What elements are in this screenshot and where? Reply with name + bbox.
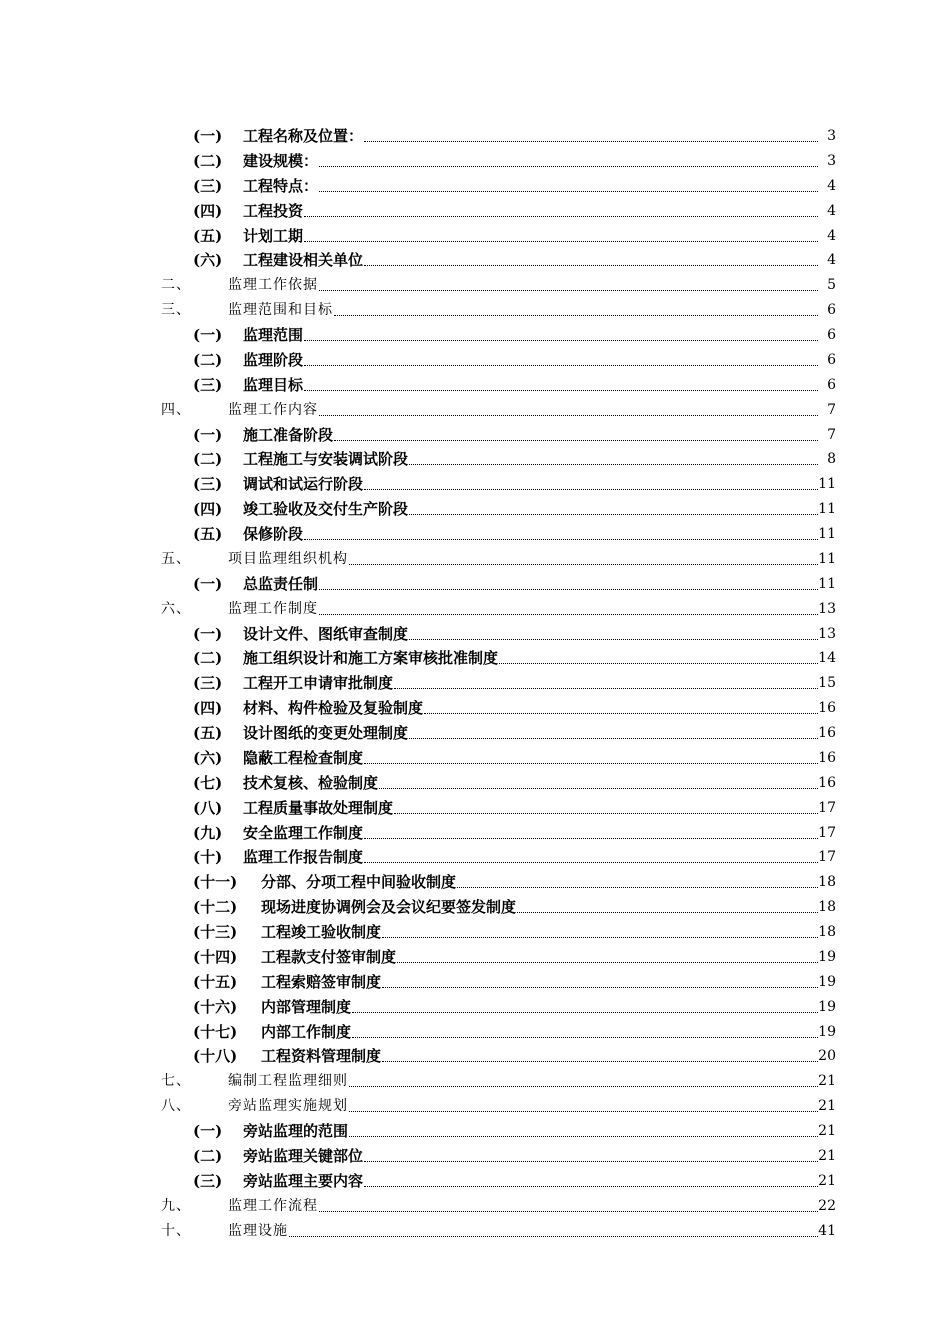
toc-dot-leader [349, 1086, 818, 1087]
toc-entry-number: (十七) [193, 1022, 238, 1041]
toc-dot-leader [409, 738, 818, 739]
toc-entry[interactable] [0, 746, 950, 771]
toc-dot-leader [352, 1012, 818, 1013]
toc-dot-leader [409, 514, 818, 515]
toc-dot-leader [304, 365, 818, 366]
toc-entry-page-number: 6 [827, 327, 836, 343]
toc-entry-page-number: 20 [818, 1048, 836, 1065]
toc-entry[interactable] [0, 298, 950, 323]
toc-entry[interactable] [0, 423, 950, 448]
toc-entry-title: 工程开工申请审批制度 [243, 674, 394, 693]
toc-dot-leader [349, 564, 818, 565]
toc-dot-leader [397, 962, 818, 963]
toc-dot-leader [334, 315, 818, 316]
toc-dot-leader [364, 862, 818, 863]
toc-dot-leader [517, 912, 818, 913]
toc-entry-page-number: 11 [818, 501, 836, 518]
toc-entry-number: (一) [193, 1122, 223, 1140]
toc-entry-page-number: 3 [827, 128, 836, 144]
toc-entry-page-number: 21 [818, 1147, 836, 1164]
toc-dot-leader [409, 464, 818, 465]
toc-entry-number: 二、 [161, 277, 191, 294]
toc-entry-number: (六) [193, 748, 223, 767]
toc-entry-title: 总监责任制 [243, 574, 319, 593]
toc-dot-leader [319, 614, 818, 615]
toc-entry-page-number: 8 [827, 451, 836, 468]
toc-entry-number: (十) [193, 848, 223, 867]
toc-entry-number: (十二) [193, 898, 238, 917]
toc-entry-number: (十四) [193, 947, 238, 966]
toc-dot-leader [319, 290, 818, 291]
toc-entry-number: (六) [193, 251, 223, 270]
toc-entry-page-number: 11 [818, 575, 836, 592]
toc-dot-leader [364, 141, 818, 142]
toc-dot-leader [289, 1236, 818, 1237]
toc-entry[interactable] [0, 696, 950, 721]
toc-entry-page-number: 6 [827, 302, 836, 319]
toc-entry-page-number: 19 [818, 948, 836, 965]
toc-entry-page-number: 21 [818, 1172, 836, 1189]
toc-dot-leader [364, 265, 818, 266]
toc-entry[interactable] [0, 970, 950, 995]
toc-entry-title: 监理工作制度 [228, 600, 318, 617]
toc-entry[interactable] [0, 248, 950, 273]
toc-entry-title: 技术复核、检验制度 [243, 773, 379, 792]
toc-entry[interactable] [0, 124, 950, 149]
toc-entry[interactable] [0, 1194, 950, 1219]
toc-entry[interactable] [0, 1069, 950, 1094]
toc-entry-number: (十六) [193, 997, 238, 1016]
toc-entry-title: 监理阶段 [243, 350, 304, 369]
toc-entry-page-number: 16 [818, 774, 836, 791]
toc-entry[interactable] [0, 373, 950, 398]
toc-entry-page-number: 11 [818, 526, 836, 542]
toc-entry[interactable] [0, 447, 950, 472]
toc-entry-title: 监理设施 [228, 1222, 288, 1239]
toc-entry-page-number: 11 [818, 476, 836, 493]
toc-dot-leader [304, 539, 818, 540]
toc-entry[interactable] [0, 945, 950, 970]
toc-dot-leader [382, 1061, 818, 1062]
toc-entry[interactable] [0, 348, 950, 373]
toc-entry-number: (三) [193, 1171, 223, 1190]
toc-dot-leader [349, 1136, 818, 1137]
toc-entry-page-number: 3 [827, 152, 836, 169]
toc-entry-page-number: 17 [818, 799, 836, 816]
toc-entry-title: 工程质量事故处理制度 [243, 798, 394, 817]
toc-entry-title: 工程投资 [243, 201, 304, 220]
toc-entry-number: (九) [193, 823, 223, 842]
toc-entry-number: (一) [193, 624, 223, 643]
toc-entry[interactable] [0, 845, 950, 870]
toc-entry-title: 保修阶段 [243, 525, 304, 543]
toc-entry[interactable] [0, 224, 950, 249]
toc-entry-title: 工程名称及位置： [243, 127, 364, 145]
toc-entry-number: (十五) [193, 972, 238, 991]
toc-entry-page-number: 5 [827, 277, 836, 294]
toc-entry[interactable] [0, 1144, 950, 1169]
toc-entry[interactable] [0, 1044, 950, 1069]
toc-entry-title: 分部、分项工程中间验收制度 [261, 873, 457, 892]
toc-entry-title: 内部管理制度 [261, 997, 352, 1016]
toc-dot-leader [319, 166, 818, 167]
toc-entry-number: (一) [193, 326, 223, 344]
toc-dot-leader [349, 1111, 818, 1112]
toc-entry[interactable] [0, 895, 950, 920]
toc-entry-page-number: 19 [818, 1023, 836, 1040]
toc-entry-number: (十三) [193, 923, 238, 941]
toc-entry[interactable] [0, 671, 950, 696]
toc-entry[interactable] [0, 622, 950, 647]
toc-entry[interactable] [0, 273, 950, 298]
toc-entry-page-number: 13 [818, 625, 836, 642]
toc-entry[interactable] [0, 472, 950, 497]
toc-entry-number: (二) [193, 1146, 223, 1165]
toc-dot-leader [319, 589, 818, 590]
toc-entry-page-number: 22 [818, 1197, 836, 1214]
toc-entry-page-number: 16 [818, 749, 836, 766]
toc-entry-page-number: 18 [818, 874, 836, 891]
toc-entry-title: 监理范围 [243, 326, 304, 344]
toc-entry-number: 三、 [161, 302, 191, 319]
toc-entry-page-number: 4 [827, 252, 836, 269]
toc-entry-page-number: 15 [818, 675, 836, 692]
toc-dot-leader [499, 663, 818, 664]
toc-dot-leader [379, 788, 818, 789]
toc-entry[interactable] [0, 323, 950, 348]
toc-entry-number: (七) [193, 773, 223, 792]
toc-entry[interactable] [0, 1094, 950, 1119]
toc-entry-page-number: 17 [818, 824, 836, 841]
toc-entry[interactable] [0, 920, 950, 945]
toc-entry-page-number: 21 [818, 1123, 836, 1139]
toc-entry-number: (二) [193, 450, 223, 469]
toc-entry-title: 旁站监理关键部位 [243, 1146, 364, 1165]
toc-entry[interactable] [0, 771, 950, 796]
toc-entry-number: (十八) [193, 1047, 238, 1066]
toc-entry[interactable] [0, 1020, 950, 1045]
toc-entry-title: 施工准备阶段 [243, 425, 334, 444]
toc-entry-title: 调试和试运行阶段 [243, 475, 364, 494]
toc-entry-number: (三) [193, 176, 223, 195]
toc-entry[interactable] [0, 1119, 950, 1144]
toc-entry-page-number: 18 [818, 899, 836, 916]
toc-entry-number: 八、 [161, 1098, 191, 1115]
toc-entry-number: (三) [193, 475, 223, 494]
toc-entry-number: (一) [193, 425, 223, 444]
toc-entry-title: 监理目标 [243, 375, 304, 394]
toc-entry[interactable] [0, 149, 950, 174]
toc-entry-title: 旁站监理实施规划 [228, 1098, 348, 1115]
toc-entry-title: 工程索赔签审制度 [261, 972, 382, 991]
toc-dot-leader [394, 688, 818, 689]
toc-entry[interactable] [0, 1219, 950, 1244]
toc-entry-number: (十一) [193, 873, 238, 892]
toc-entry-number: (五) [193, 525, 223, 543]
toc-entry-title: 编制工程监理细则 [228, 1073, 348, 1090]
toc-entry-number: 四、 [161, 401, 191, 418]
toc-entry-number: (二) [193, 350, 223, 369]
toc-entry-title: 旁站监理的范围 [243, 1122, 349, 1140]
toc-entry-number: (一) [193, 127, 223, 145]
toc-dot-leader [352, 1037, 818, 1038]
toc-entry-number: 九、 [161, 1197, 191, 1214]
toc-entry-title: 现场进度协调例会及会议纪要签发制度 [261, 898, 517, 917]
toc-entry[interactable] [0, 398, 950, 423]
toc-entry[interactable] [0, 199, 950, 224]
toc-entry-number: 十、 [161, 1222, 191, 1239]
toc-dot-leader [382, 937, 818, 938]
toc-entry-title: 工程建设相关单位 [243, 251, 364, 270]
toc-entry-title: 安全监理工作制度 [243, 823, 364, 842]
toc-entry-title: 设计文件、图纸审查制度 [243, 624, 409, 643]
toc-entry-page-number: 18 [818, 924, 836, 940]
toc-entry-title: 监理工作报告制度 [243, 848, 364, 867]
toc-entry-title: 竣工验收及交付生产阶段 [243, 500, 409, 519]
toc-dot-leader [319, 1211, 818, 1212]
toc-entry-number: (三) [193, 375, 223, 394]
toc-entry-title: 工程竣工验收制度 [261, 923, 382, 941]
toc-dot-leader [304, 216, 818, 217]
toc-entry-title: 旁站监理主要内容 [243, 1171, 364, 1190]
toc-entry-title: 工程特点： [243, 176, 319, 195]
toc-entry-page-number: 21 [818, 1073, 836, 1090]
toc-entry-title: 隐蔽工程检查制度 [243, 748, 364, 767]
toc-entry-title: 工程款支付签审制度 [261, 947, 397, 966]
toc-entry-page-number: 41 [818, 1222, 836, 1239]
toc-dot-leader [382, 987, 818, 988]
toc-dot-leader [364, 489, 818, 490]
toc-entry[interactable] [0, 796, 950, 821]
toc-entry-number: (二) [193, 649, 223, 668]
toc-dot-leader [319, 415, 818, 416]
table-of-contents [0, 124, 950, 1243]
toc-entry[interactable] [0, 1169, 950, 1194]
toc-entry-number: (四) [193, 201, 223, 220]
toc-dot-leader [304, 340, 818, 341]
toc-entry-page-number: 19 [818, 998, 836, 1015]
toc-entry-title: 工程施工与安装调试阶段 [243, 450, 409, 469]
toc-entry-page-number: 6 [827, 351, 836, 368]
toc-dot-leader [424, 713, 818, 714]
toc-entry-page-number: 13 [818, 600, 836, 617]
toc-entry-number: (五) [193, 226, 223, 245]
toc-entry-title: 施工组织设计和施工方案审核批准制度 [243, 649, 499, 668]
toc-entry-number: 六、 [161, 600, 191, 617]
toc-entry-title: 建设规模： [243, 151, 319, 170]
toc-entry-page-number: 4 [827, 227, 836, 244]
toc-entry-title: 计划工期 [243, 226, 304, 245]
toc-entry-page-number: 14 [818, 650, 836, 667]
toc-entry[interactable] [0, 995, 950, 1020]
toc-entry-title: 材料、构件检验及复验制度 [243, 699, 424, 718]
toc-entry[interactable] [0, 597, 950, 622]
toc-dot-leader [304, 241, 818, 242]
toc-dot-leader [364, 1161, 818, 1162]
toc-entry[interactable] [0, 870, 950, 895]
toc-entry[interactable] [0, 721, 950, 746]
toc-entry[interactable] [0, 547, 950, 572]
toc-dot-leader [457, 887, 818, 888]
toc-entry-page-number: 17 [818, 849, 836, 866]
toc-entry-title: 监理工作内容 [228, 401, 318, 418]
toc-entry-page-number: 21 [818, 1098, 836, 1115]
toc-entry-number: 五、 [161, 550, 191, 567]
toc-entry-page-number: 6 [827, 376, 836, 393]
toc-dot-leader [319, 191, 818, 192]
toc-entry-page-number: 7 [827, 426, 836, 443]
toc-entry-title: 监理范围和目标 [228, 302, 333, 319]
toc-entry-page-number: 16 [818, 725, 836, 741]
toc-dot-leader [364, 838, 818, 839]
toc-entry-number: (一) [193, 574, 223, 593]
toc-entry[interactable] [0, 572, 950, 597]
toc-entry-number: (八) [193, 798, 223, 817]
toc-entry-page-number: 4 [827, 202, 836, 219]
toc-entry-title: 工程资料管理制度 [261, 1047, 382, 1066]
toc-entry[interactable] [0, 821, 950, 846]
toc-entry[interactable] [0, 646, 950, 671]
toc-entry-title: 监理工作流程 [228, 1197, 318, 1214]
toc-dot-leader [394, 813, 818, 814]
toc-dot-leader [304, 390, 818, 391]
toc-dot-leader [409, 639, 818, 640]
toc-entry-number: (二) [193, 151, 223, 170]
toc-entry-title: 项目监理组织机构 [228, 550, 348, 567]
toc-entry-number: (三) [193, 674, 223, 693]
toc-dot-leader [334, 440, 818, 441]
toc-entry[interactable] [0, 174, 950, 199]
toc-dot-leader [364, 763, 818, 764]
toc-entry-number: 七、 [161, 1073, 191, 1090]
toc-entry-number: (五) [193, 724, 223, 742]
toc-dot-leader [364, 1186, 818, 1187]
toc-entry[interactable] [0, 497, 950, 522]
toc-entry-page-number: 4 [827, 177, 836, 194]
toc-entry-page-number: 7 [827, 401, 836, 418]
toc-entry-title: 设计图纸的变更处理制度 [243, 724, 409, 742]
toc-entry-number: (四) [193, 500, 223, 519]
toc-entry-page-number: 11 [818, 550, 836, 567]
toc-entry-page-number: 16 [818, 700, 836, 717]
toc-entry-page-number: 19 [818, 973, 836, 990]
toc-entry-number: (四) [193, 699, 223, 718]
toc-entry[interactable] [0, 522, 950, 547]
toc-entry-title: 内部工作制度 [261, 1022, 352, 1041]
toc-entry-title: 监理工作依据 [228, 277, 318, 294]
